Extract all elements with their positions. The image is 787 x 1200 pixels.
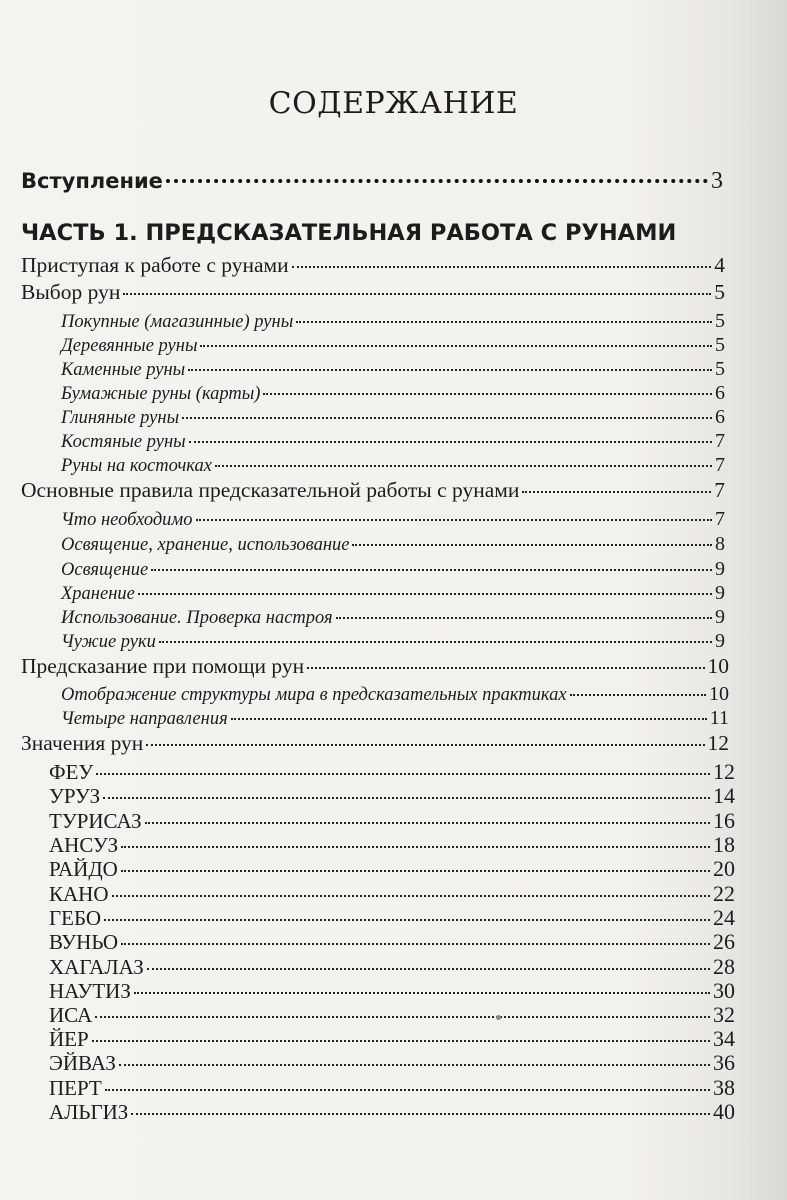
dot-leader <box>307 667 704 669</box>
dot-leader <box>231 718 707 720</box>
toc-entry-label: ХАГАЛАЗ <box>49 955 144 979</box>
dot-leader <box>95 1016 710 1018</box>
dot-leader <box>96 773 710 775</box>
toc-entry <box>61 382 725 405</box>
toc-entry-rune <box>49 978 735 1004</box>
toc-page-number: 9 <box>715 582 725 604</box>
toc-entry <box>61 533 725 556</box>
toc-page-number: 6 <box>715 382 725 404</box>
toc-entry-label: Основные правила предсказательной работы с рунами <box>21 478 520 502</box>
toc-entry <box>61 454 725 477</box>
toc-entry-rune <box>49 783 735 809</box>
toc-entry-rune <box>49 1026 735 1052</box>
toc-entry-rune <box>49 832 735 858</box>
toc-entry-rune <box>49 881 735 907</box>
dot-leader <box>92 1040 710 1042</box>
toc-entry-label: Глиняные руны <box>61 408 180 428</box>
toc-entry-label: ЙЕР <box>49 1027 89 1051</box>
toc-entry-rune <box>49 905 735 931</box>
toc-page-number: 20 <box>713 856 735 881</box>
toc-entry-label: ВУНЬО <box>49 930 119 954</box>
toc-page-number: 4 <box>714 253 725 277</box>
toc-page-number: 14 <box>713 783 735 808</box>
dot-leader <box>147 968 710 970</box>
toc-page-number: 6 <box>715 406 725 428</box>
dot-leader <box>119 1064 710 1066</box>
toc-entry-label: Приступая к работе с рунами <box>21 253 289 277</box>
toc-page-number: 9 <box>715 558 725 580</box>
dot-leader <box>263 393 712 395</box>
toc-page-number: 32 <box>713 1002 735 1027</box>
toc-entry-rune <box>49 1050 735 1076</box>
toc-entry-label: ГЕБО <box>49 906 102 930</box>
dot-leader <box>112 895 710 897</box>
dot-leader <box>105 1089 710 1091</box>
toc-page-number: 5 <box>715 358 725 380</box>
dot-leader <box>121 870 710 872</box>
toc-entry-intro <box>21 168 723 195</box>
toc-entry-label: ФЕУ <box>49 760 94 784</box>
toc-page-number: 9 <box>715 606 725 628</box>
dot-leader <box>145 822 710 824</box>
toc-entry-label: НАУТИЗ <box>49 979 131 1003</box>
toc-page-number: 7 <box>715 454 725 476</box>
toc-page-number: 18 <box>713 832 735 857</box>
toc-entry-label: ТУРИСАЗ <box>49 809 142 833</box>
toc-page-number: 5 <box>715 334 725 356</box>
toc-entry <box>61 508 725 531</box>
toc-entry <box>21 654 729 679</box>
toc-page-number: 11 <box>709 707 729 729</box>
toc-entry-rune <box>49 929 735 955</box>
toc-entry-label: Покупные (магазинные) руны <box>61 312 294 332</box>
toc-entry <box>61 630 725 653</box>
toc-entry-label: Освящение, хранение, использование <box>61 535 350 555</box>
dot-leader <box>159 641 712 643</box>
dot-leader <box>121 846 710 848</box>
toc-page-number: 22 <box>713 881 735 906</box>
toc-entry-rune <box>49 1075 735 1101</box>
toc-entry <box>61 683 729 706</box>
toc-entry <box>61 310 725 333</box>
toc-page-number: 36 <box>713 1050 735 1075</box>
toc-page-number: 12 <box>713 759 735 784</box>
toc-entry-rune <box>49 808 735 834</box>
toc-page-number: 24 <box>713 905 735 930</box>
page-title: СОДЕРЖАНИЕ <box>268 86 519 121</box>
toc-entry <box>61 430 725 453</box>
dot-leader <box>352 544 712 546</box>
toc-entry-label: АЛЬГИЗ <box>49 1100 129 1124</box>
toc-entry-rune <box>49 954 735 980</box>
dot-leader <box>123 293 711 295</box>
toc-page-number: 9 <box>715 630 725 652</box>
dot-leader <box>188 369 712 371</box>
toc-entry <box>21 731 729 756</box>
dot-leader <box>151 569 712 571</box>
toc-entry-label: Чужие руки <box>61 632 156 652</box>
toc-entry-label: Освящение <box>61 560 149 580</box>
dot-leader <box>182 417 712 419</box>
toc-entry-rune <box>49 856 735 882</box>
toc-entry-label: АНСУЗ <box>49 833 119 857</box>
toc-entry-label: Руны на косточках <box>61 456 212 476</box>
dot-leader <box>292 266 712 268</box>
toc-entry-label: Что необходимо <box>61 510 193 530</box>
toc-entry-label: Бумажные руны (карты) <box>61 384 261 404</box>
toc-entry-label: Использование. Проверка настроя <box>61 608 333 628</box>
dot-leader <box>570 694 706 696</box>
toc-entry <box>21 478 725 503</box>
dot-leader <box>215 465 712 467</box>
toc-page-number: 28 <box>713 954 735 979</box>
toc-entry-label: Хранение <box>61 584 135 604</box>
toc-entry-rune <box>49 1002 735 1028</box>
toc-entry <box>61 558 725 581</box>
toc-entry-label: УРУЗ <box>49 784 101 808</box>
toc-entry <box>61 707 729 730</box>
toc-entry <box>61 606 725 629</box>
dot-leader <box>134 992 710 994</box>
toc-entry <box>61 582 725 605</box>
toc-entry-label: Предсказание при помощи рун <box>21 654 305 678</box>
toc-entry-label: ПЕРТ <box>49 1076 102 1100</box>
toc-entry-rune <box>49 1099 735 1125</box>
toc-page-number: 16 <box>713 808 735 833</box>
toc-entry-label: Значения рун <box>21 731 144 755</box>
dot-leader <box>200 345 712 347</box>
toc-page-number: 38 <box>713 1075 735 1100</box>
toc-page-number: 12 <box>707 731 729 755</box>
toc-page-number: 7 <box>715 508 725 530</box>
toc-page-number: 10 <box>709 683 729 705</box>
toc-page-number: 3 <box>711 168 723 194</box>
dot-leader <box>131 1113 710 1115</box>
toc-page-number: 7 <box>714 478 725 502</box>
toc-page-number: 26 <box>713 929 735 954</box>
dot-leader <box>189 441 712 443</box>
toc-entry-label: ЭЙВАЗ <box>49 1051 116 1075</box>
toc-entry <box>61 406 725 429</box>
toc-entry-label: Костяные руны <box>61 432 186 452</box>
toc-entry <box>21 280 725 305</box>
toc-entry-rune <box>49 759 735 785</box>
toc-entry <box>21 253 725 278</box>
dot-leader <box>196 519 713 521</box>
dot-leader <box>103 797 710 799</box>
toc-page-number: 30 <box>713 978 735 1003</box>
toc-entry-label: КАНО <box>49 882 109 906</box>
dot-leader <box>166 179 708 183</box>
toc-page-number: 34 <box>713 1026 735 1051</box>
dot-leader <box>522 491 711 493</box>
toc-entry <box>61 334 725 357</box>
toc-entry <box>61 358 725 381</box>
toc-page-number: 5 <box>715 310 725 332</box>
toc-page-number: 10 <box>707 654 729 678</box>
part-heading: ЧАСТЬ 1. ПРЕДСКАЗАТЕЛЬНАЯ РАБОТА С РУНАМИ <box>21 220 677 246</box>
toc-entry-label: ИСА <box>49 1003 93 1027</box>
toc-entry-label: РАЙДО <box>49 857 118 881</box>
toc-entry-label: Каменные руны <box>61 360 186 380</box>
toc-page-number: 8 <box>715 533 725 555</box>
dot-leader <box>104 919 710 921</box>
toc-page-number: 5 <box>714 280 725 304</box>
toc-entry-label: Отображение структуры мира в предсказательных практиках <box>61 685 567 705</box>
dot-leader <box>336 617 712 619</box>
dot-leader <box>296 321 712 323</box>
toc-page-number: 40 <box>713 1099 735 1124</box>
dot-leader <box>138 593 712 595</box>
paper-speck <box>496 1015 501 1020</box>
toc-page-number: 7 <box>715 430 725 452</box>
toc-entry-label: Четыре направления <box>61 709 228 729</box>
toc-entry-label: Вступление <box>21 169 163 193</box>
toc-entry-label: Деревянные руны <box>61 336 198 356</box>
dot-leader <box>146 744 704 746</box>
toc-entry-label: Выбор рун <box>21 280 121 304</box>
dot-leader <box>121 943 710 945</box>
